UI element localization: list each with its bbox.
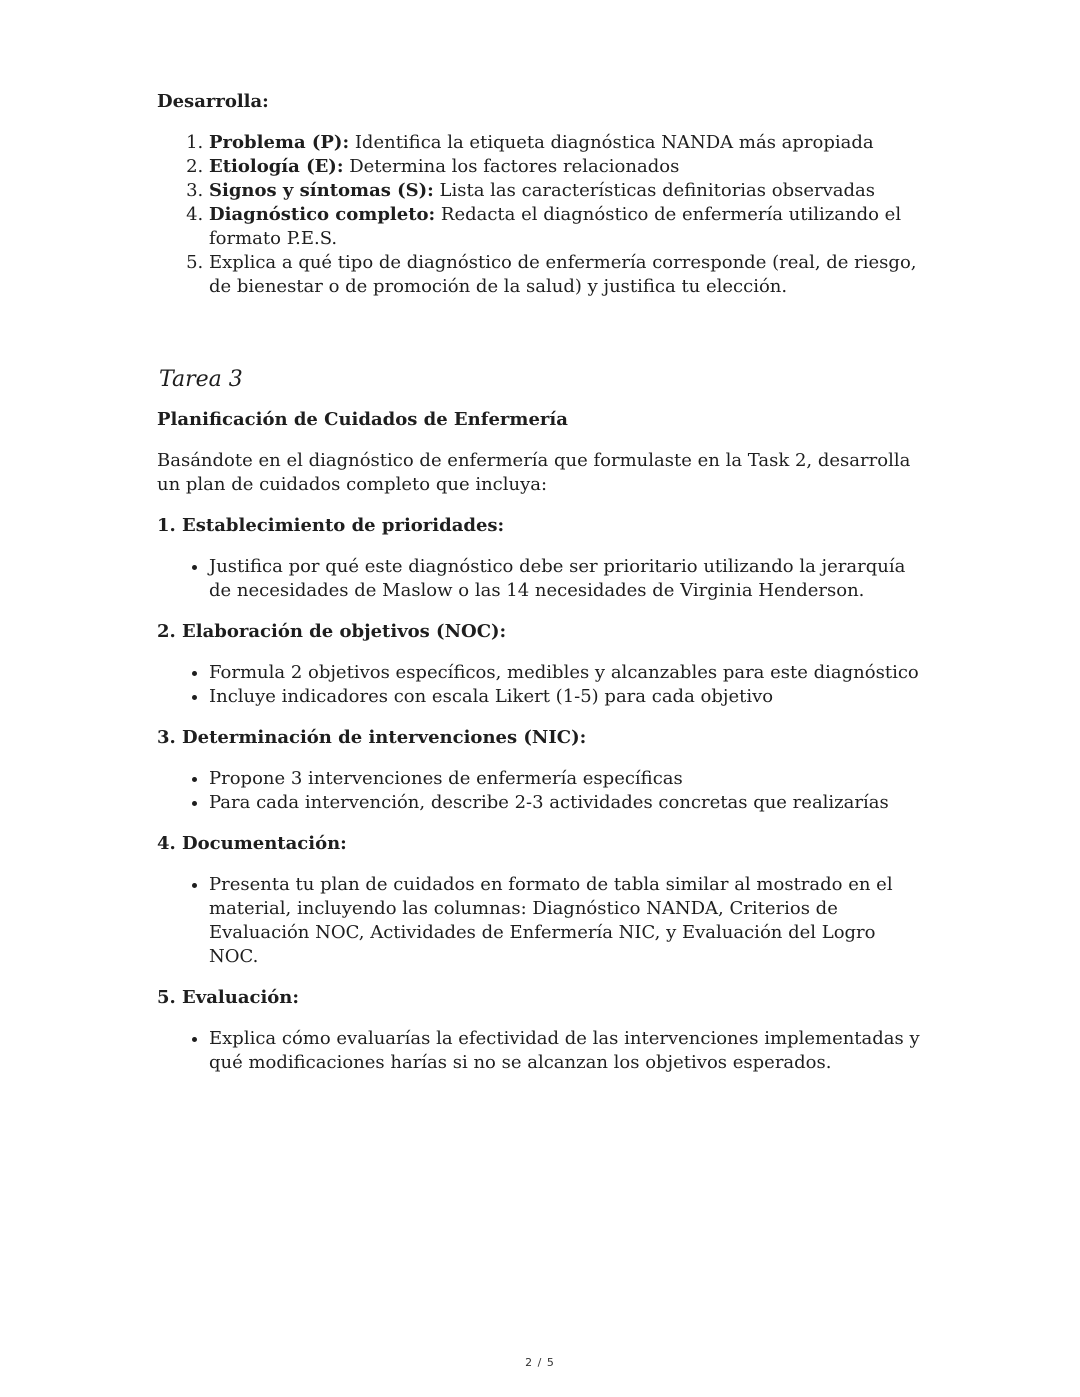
section-heading-evaluacion: 5. Evaluación: — [157, 987, 300, 1008]
desarrolla-heading: Desarrolla: — [157, 91, 269, 112]
item-text: Explica a qué tipo de diagnóstico de enfermería corresponde (real, de riesgo, de bienestar o de promoción de la salud) y justifica tu elección. — [209, 252, 917, 297]
list-item: • Explica cómo evaluarías la efectividad de las intervenciones implementadas y qué modificaciones harías si no se alcanzan los objetivos esperados. — [209, 1027, 927, 1075]
task-title: Tarea 3 — [159, 367, 243, 392]
list-item: • Formula 2 objetivos específicos, medibles y alcanzables para este diagnóstico — [209, 661, 927, 685]
section-heading-prioridades: 1. Establecimiento de prioridades: — [157, 515, 505, 536]
list-item — [209, 179, 927, 203]
list-item — [209, 131, 927, 155]
item-label: Diagnóstico completo: — [209, 204, 436, 225]
item-text: Redacta el diagnóstico de enfermería utilizando el formato P.E.S. — [209, 204, 902, 249]
list-item: • Para cada intervención, describe 2-3 actividades concretas que realizarías — [209, 791, 927, 815]
item-label: Etiología (E): — [209, 156, 344, 177]
desarrolla-list — [157, 131, 927, 299]
bullet-list-documentacion — [157, 873, 927, 969]
item-text: Identifica la etiqueta diagnóstica NANDA más apropiada — [349, 132, 874, 153]
bullet-list-objetivos — [157, 661, 927, 709]
intro-paragraph: Basándote en el diagnóstico de enfermería que formulaste en la Task 2, desarrolla un plan de cuidados completo que incluya: — [157, 450, 911, 495]
page-number: 2 / 5 — [525, 1356, 555, 1369]
bullet-list-intervenciones — [157, 767, 927, 815]
bullet-list-prioridades — [157, 555, 927, 603]
document-page — [157, 90, 927, 1092]
item-text: Determina los factores relacionados — [343, 156, 680, 177]
item-label: Signos y síntomas (S): — [209, 180, 434, 201]
list-item: • Presenta tu plan de cuidados en formato de tabla similar al mostrado en el material, incluyendo las columnas: Diagnóstico NANDA, Criterios de Evaluación NOC, Actividades de Enfermería NIC, y Evaluación del Logro NOC. — [209, 873, 927, 969]
section-heading-objetivos: 2. Elaboración de objetivos (NOC): — [157, 621, 507, 642]
bullet-list-evaluacion — [157, 1027, 927, 1075]
list-item — [209, 155, 927, 179]
item-label: Problema (P): — [209, 132, 350, 153]
list-item — [209, 203, 927, 251]
list-item: • Justifica por qué este diagnóstico debe ser prioritario utilizando la jerarquía de necesidades de Maslow o las 14 necesidades de Virginia Henderson. — [209, 555, 927, 603]
section-title: Planificación de Cuidados de Enfermería — [157, 409, 568, 430]
list-item: • Incluye indicadores con escala Likert (1-5) para cada objetivo — [209, 685, 927, 709]
item-text: Lista las características definitorias observadas — [433, 180, 875, 201]
section-heading-intervenciones: 3. Determinación de intervenciones (NIC): — [157, 727, 587, 748]
section-heading-documentacion: 4. Documentación: — [157, 833, 347, 854]
list-item — [209, 251, 927, 299]
list-item: • Propone 3 intervenciones de enfermería específicas — [209, 767, 927, 791]
